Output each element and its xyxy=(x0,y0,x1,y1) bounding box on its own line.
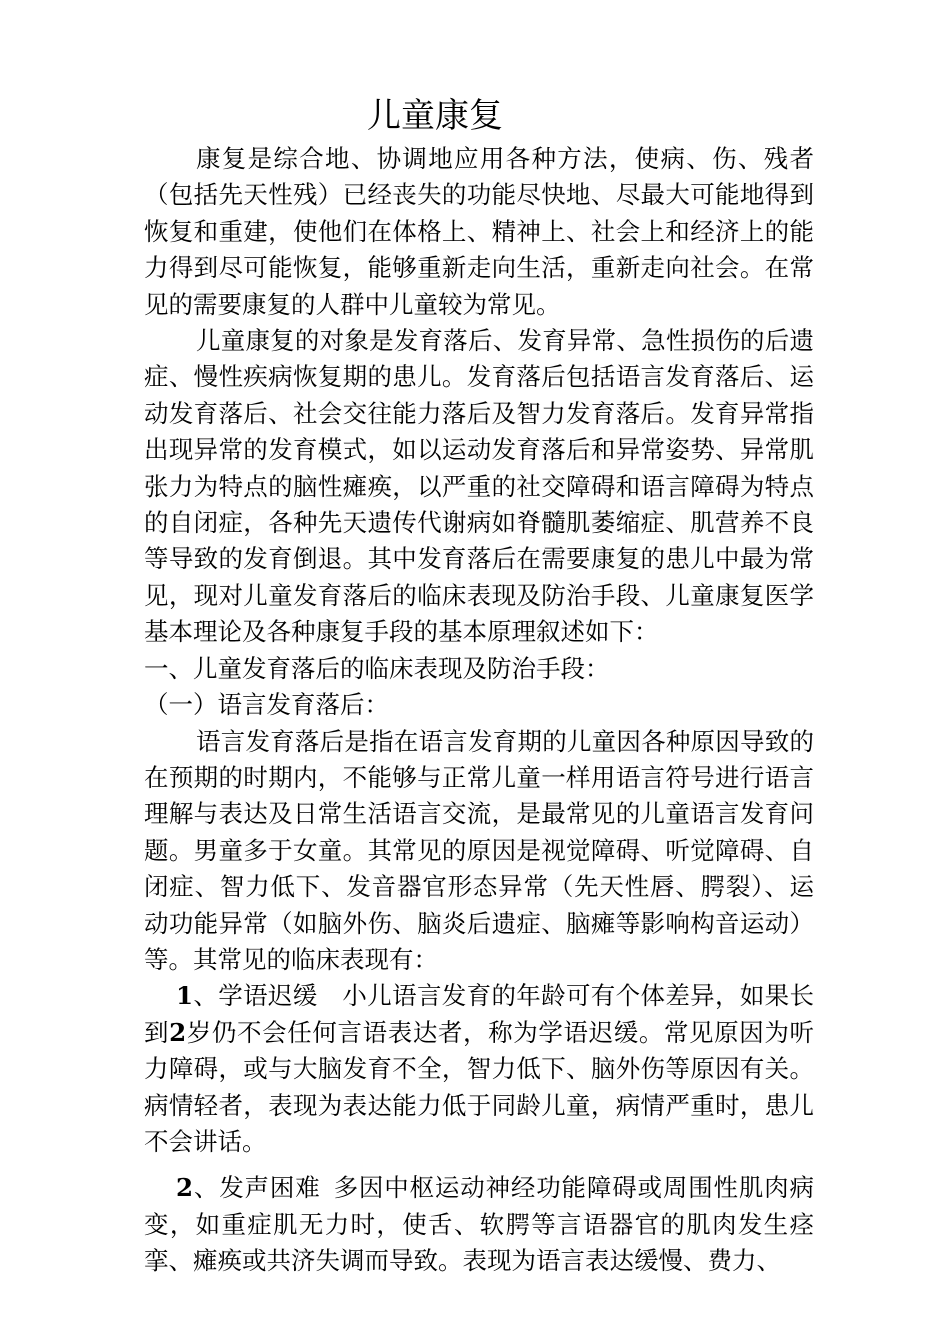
section-heading: 一、儿童发育落后的临床表现及防治手段： xyxy=(144,653,610,683)
item-number: 1 xyxy=(176,981,194,1011)
document-body xyxy=(144,141,814,1280)
item-text-continued: 岁仍不会任何言语表达者，称为学语迟缓。常见原因为听力障碍，或与大脑发育不全，智力低下、脑外伤等原因有关。病情轻者，表现为表达能力低于同龄儿童，病情严重时，患儿不会讲话。 xyxy=(144,1017,815,1156)
item-text: 多因中枢运动神经功能障碍或周围性肌肉病变，如重症肌无力时，使舌、软腭等言语器官的肌肉发生痉挛、瘫痪或共济失调而导致。表现为语言表达缓慢、费力、 xyxy=(144,1173,815,1276)
rehab-target-paragraph: 儿童康复的对象是发育落后、发育异常、急性损伤的后遗症、慢性疾病恢复期的患儿。发育落后包括语言发育落后、运动发育落后、社会交往能力落后及智力发育落后。发育异常指出现异常的发育模式，如以运动发育落后和异常姿势、异常肌张力为特点的脑性瘫痪，以严重的社交障碍和语言障碍为特点的自闭症，各种先天遗传代谢病如脊髓肌萎缩症、肌营养不良等导致的发育倒退。其中发育落后在需要康复的患儿中最为常见，现对儿童发育落后的临床表现及防治手段、儿童康复医学基本理论及各种康复手段的基本原理叙述如下： xyxy=(144,326,814,647)
intro-paragraph: 康复是综合地、协调地应用各种方法，使病、伤、残者（包括先天性残）已经丧失的功能尽快地、尽最大可能地得到恢复和重建，使他们在体格上、精神上、社会上和经济上的能力得到尽可能恢复，能够重新走向生活，重新走向社会。在常见的需要康复的人群中儿童较为常见。 xyxy=(144,144,814,319)
item-number: 2 xyxy=(176,1173,194,1203)
item-label: 、学语迟缓 xyxy=(193,981,318,1011)
language-delay-paragraph: 语言发育落后是指在语言发育期的儿童因各种原因导致的在预期的时期内，不能够与正常儿童一样用语言符号进行语言理解与表达及日常生活语言交流，是最常见的儿童语言发育问题。男童多于女童。其常见的原因是视觉障碍、听觉障碍、自闭症、智力低下、发音器官形态异常（先天性唇、腭裂）、运动功能异常（如脑外伤、脑炎后遗症、脑瘫等影响构音运动）等。其常见的临床表现有： xyxy=(144,726,814,974)
list-item-learning-delay xyxy=(144,978,814,1160)
item-label: 、发声困难 xyxy=(193,1173,321,1203)
subsection-heading: （一）语言发育落后： xyxy=(144,690,389,720)
list-item-vocal-difficulty xyxy=(144,1170,814,1279)
item-text: 小儿语言发育的年龄可有个体差异，如果长到 xyxy=(144,981,815,1047)
page-title: 儿童康复 xyxy=(367,96,503,136)
age-number: 2 xyxy=(169,1017,187,1047)
